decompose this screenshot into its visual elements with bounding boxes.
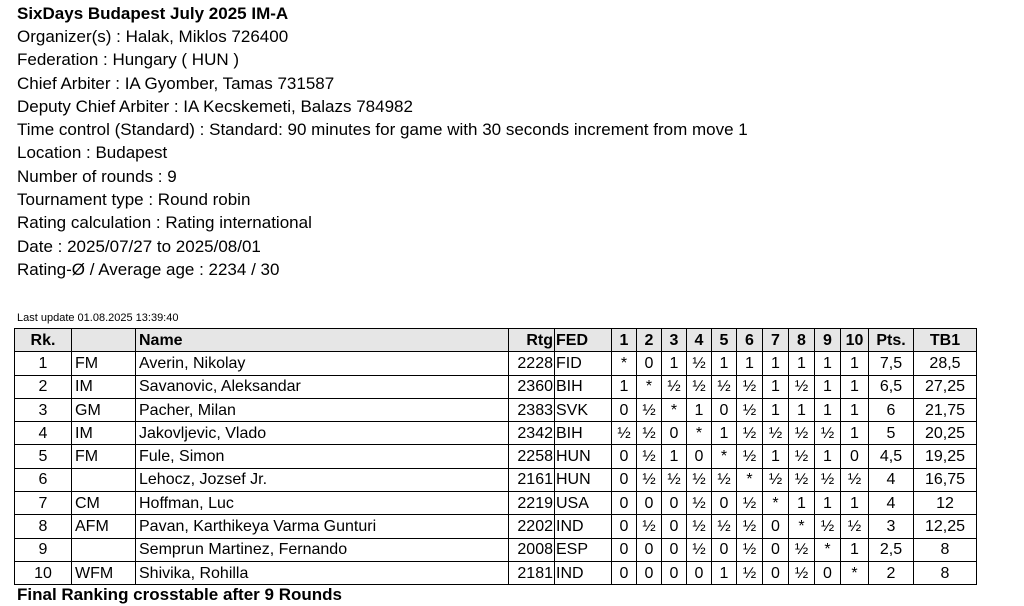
result-cell: 0 [712, 538, 737, 561]
result-cell: ½ [789, 445, 815, 468]
result-cell: ½ [712, 375, 737, 398]
result-cell: ½ [712, 468, 737, 491]
result-cell: 0 [637, 492, 662, 515]
result-cell: ½ [763, 422, 789, 445]
points-cell: 4 [869, 468, 914, 491]
result-cell: ½ [637, 445, 662, 468]
result-cell: 0 [662, 561, 687, 584]
result-cell: 1 [662, 352, 687, 375]
table-row [15, 375, 977, 398]
result-cell: ½ [712, 515, 737, 538]
result-cell: 1 [815, 375, 841, 398]
rating-cell: 2360 [509, 375, 555, 398]
rank-cell: 9 [15, 538, 72, 561]
result-cell: ½ [662, 468, 687, 491]
rating-cell: 2342 [509, 422, 555, 445]
rank-cell: 10 [15, 561, 72, 584]
player-title-cell [72, 468, 136, 491]
result-cell: ½ [737, 515, 763, 538]
player-name-cell: Semprun Martinez, Fernando [136, 538, 509, 561]
last-update: Last update 01.08.2025 13:39:40 [17, 312, 179, 324]
player-title-cell: FM [72, 445, 136, 468]
player-name-cell: Averin, Nikolay [136, 352, 509, 375]
result-cell: * [789, 515, 815, 538]
result-cell: 1 [737, 352, 763, 375]
rating-cell: 2008 [509, 538, 555, 561]
federation-line: Federation : Hungary ( HUN ) [17, 50, 240, 70]
points-cell: 2,5 [869, 538, 914, 561]
round-6-header: 6 [737, 329, 763, 352]
result-cell: 0 [841, 445, 869, 468]
result-cell: ½ [815, 515, 841, 538]
points-cell: 7,5 [869, 352, 914, 375]
result-cell: ½ [637, 468, 662, 491]
player-title-cell: WFM [72, 561, 136, 584]
title-header [72, 329, 136, 352]
result-cell: * [841, 561, 869, 584]
name-header: Name [136, 329, 509, 352]
federation-cell: IND [555, 561, 612, 584]
table-row [15, 352, 977, 375]
time-control-line: Time control (Standard) : Standard: 90 minutes for game with 30 seconds increment from move 1 [17, 120, 748, 140]
result-cell: 0 [662, 492, 687, 515]
tournament-header [17, 3, 748, 281]
rank-cell: 4 [15, 422, 72, 445]
federation-cell: HUN [555, 468, 612, 491]
date-line: Date : 2025/07/27 to 2025/08/01 [17, 236, 261, 256]
crosstable-header-row [15, 329, 977, 352]
rating-cell: 2219 [509, 492, 555, 515]
result-cell: 0 [712, 398, 737, 421]
result-cell: 0 [662, 422, 687, 445]
result-cell: 0 [637, 561, 662, 584]
result-cell: ½ [737, 492, 763, 515]
rank-cell: 8 [15, 515, 72, 538]
result-cell: 0 [612, 492, 637, 515]
result-cell: 1 [687, 398, 712, 421]
rating-cell: 2383 [509, 398, 555, 421]
federation-cell: IND [555, 515, 612, 538]
points-cell: 4,5 [869, 445, 914, 468]
tiebreak-cell: 27,25 [914, 375, 977, 398]
rank-header: Rk. [15, 329, 72, 352]
result-cell: ½ [687, 352, 712, 375]
result-cell: * [637, 375, 662, 398]
result-cell: ½ [737, 445, 763, 468]
federation-cell: SVK [555, 398, 612, 421]
tournament-type-line: Tournament type : Round robin [17, 190, 251, 210]
rank-cell: 5 [15, 445, 72, 468]
result-cell: 0 [612, 445, 637, 468]
rank-cell: 7 [15, 492, 72, 515]
result-cell: ½ [612, 422, 637, 445]
result-cell: 0 [612, 398, 637, 421]
player-title-cell: IM [72, 422, 136, 445]
result-cell: 0 [612, 515, 637, 538]
round-4-header: 4 [687, 329, 712, 352]
rounds-line: Number of rounds : 9 [17, 166, 177, 186]
round-5-header: 5 [712, 329, 737, 352]
result-cell: 1 [841, 538, 869, 561]
result-cell: * [662, 398, 687, 421]
player-name-cell: Jakovljevic, Vlado [136, 422, 509, 445]
result-cell: 1 [841, 398, 869, 421]
rank-cell: 1 [15, 352, 72, 375]
federation-header: FED [555, 329, 612, 352]
points-cell: 2 [869, 561, 914, 584]
tiebreak-cell: 21,75 [914, 398, 977, 421]
result-cell: * [712, 445, 737, 468]
final-ranking-title: Final Ranking crosstable after 9 Rounds [17, 585, 342, 604]
points-cell: 3 [869, 515, 914, 538]
organizer-line: Organizer(s) : Halak, Miklos 726400 [17, 27, 289, 46]
result-cell: ½ [737, 375, 763, 398]
result-cell: 1 [789, 398, 815, 421]
player-name-cell: Pacher, Milan [136, 398, 509, 421]
result-cell: 0 [687, 561, 712, 584]
result-cell: 0 [662, 538, 687, 561]
table-row [15, 398, 977, 421]
result-cell: 1 [612, 375, 637, 398]
result-cell: ½ [789, 422, 815, 445]
points-header: Pts. [869, 329, 914, 352]
result-cell: ½ [637, 515, 662, 538]
result-cell: 1 [815, 398, 841, 421]
result-cell: ½ [789, 375, 815, 398]
round-10-header: 10 [841, 329, 869, 352]
chief-arbiter-line: Chief Arbiter : IA Gyomber, Tamas 731587 [17, 73, 335, 93]
result-cell: 1 [841, 375, 869, 398]
result-cell: ½ [789, 538, 815, 561]
result-cell: ½ [687, 468, 712, 491]
tiebreak-cell: 16,75 [914, 468, 977, 491]
result-cell: 0 [662, 515, 687, 538]
result-cell: ½ [841, 468, 869, 491]
result-cell: 0 [763, 561, 789, 584]
result-cell: * [612, 352, 637, 375]
result-cell: 0 [815, 561, 841, 584]
table-row [15, 492, 977, 515]
rank-cell: 2 [15, 375, 72, 398]
result-cell: 0 [687, 445, 712, 468]
result-cell: 0 [712, 492, 737, 515]
result-cell: * [815, 538, 841, 561]
table-row [15, 468, 977, 491]
crosstable [14, 328, 977, 585]
rank-cell: 6 [15, 468, 72, 491]
result-cell: ½ [737, 398, 763, 421]
result-cell: 1 [789, 492, 815, 515]
round-8-header: 8 [789, 329, 815, 352]
player-title-cell: AFM [72, 515, 136, 538]
result-cell: 1 [763, 352, 789, 375]
result-cell: 1 [662, 445, 687, 468]
result-cell: ½ [737, 422, 763, 445]
tiebreak-header: TB1 [914, 329, 977, 352]
result-cell: 0 [612, 561, 637, 584]
player-title-cell: GM [72, 398, 136, 421]
tiebreak-cell: 12,25 [914, 515, 977, 538]
table-row [15, 422, 977, 445]
result-cell: ½ [763, 468, 789, 491]
table-row [15, 561, 977, 584]
rating-cell: 2161 [509, 468, 555, 491]
result-cell: 1 [841, 352, 869, 375]
player-name-cell: Fule, Simon [136, 445, 509, 468]
round-3-header: 3 [662, 329, 687, 352]
points-cell: 6 [869, 398, 914, 421]
result-cell: 1 [763, 445, 789, 468]
round-1-header: 1 [612, 329, 637, 352]
result-cell: ½ [687, 375, 712, 398]
tiebreak-cell: 12 [914, 492, 977, 515]
location-line: Location : Budapest [17, 143, 168, 163]
result-cell: 1 [815, 352, 841, 375]
rating-cell: 2202 [509, 515, 555, 538]
result-cell: 1 [841, 492, 869, 515]
tiebreak-cell: 8 [914, 561, 977, 584]
federation-cell: ESP [555, 538, 612, 561]
tiebreak-cell: 8 [914, 538, 977, 561]
tiebreak-cell: 19,25 [914, 445, 977, 468]
round-2-header: 2 [637, 329, 662, 352]
result-cell: 0 [612, 468, 637, 491]
points-cell: 5 [869, 422, 914, 445]
player-name-cell: Lehocz, Jozsef Jr. [136, 468, 509, 491]
player-title-cell: CM [72, 492, 136, 515]
result-cell: ½ [841, 515, 869, 538]
result-cell: ½ [737, 538, 763, 561]
result-cell: ½ [687, 538, 712, 561]
table-row [15, 515, 977, 538]
result-cell: ½ [789, 561, 815, 584]
result-cell: 1 [841, 422, 869, 445]
result-cell: 0 [763, 538, 789, 561]
result-cell: 1 [815, 492, 841, 515]
tiebreak-cell: 20,25 [914, 422, 977, 445]
tiebreak-cell: 28,5 [914, 352, 977, 375]
rank-cell: 3 [15, 398, 72, 421]
rating-header: Rtg [509, 329, 555, 352]
federation-cell: FID [555, 352, 612, 375]
points-cell: 4 [869, 492, 914, 515]
player-name-cell: Shivika, Rohilla [136, 561, 509, 584]
rating-cell: 2258 [509, 445, 555, 468]
result-cell: 1 [789, 352, 815, 375]
round-9-header: 9 [815, 329, 841, 352]
result-cell: 1 [763, 375, 789, 398]
player-name-cell: Savanovic, Aleksandar [136, 375, 509, 398]
result-cell: ½ [687, 492, 712, 515]
result-cell: ½ [815, 422, 841, 445]
deputy-chief-arbiter-line: Deputy Chief Arbiter : IA Kecskemeti, Balazs 784982 [17, 96, 413, 116]
rating-calculation-line: Rating calculation : Rating international [17, 213, 312, 233]
result-cell: 1 [712, 422, 737, 445]
result-cell: * [763, 492, 789, 515]
player-title-cell: FM [72, 352, 136, 375]
result-cell: * [687, 422, 712, 445]
result-cell: 0 [637, 538, 662, 561]
player-title-cell [72, 538, 136, 561]
player-name-cell: Hoffman, Luc [136, 492, 509, 515]
federation-cell: HUN [555, 445, 612, 468]
points-cell: 6,5 [869, 375, 914, 398]
federation-cell: BIH [555, 422, 612, 445]
result-cell: ½ [662, 375, 687, 398]
result-cell: 0 [612, 538, 637, 561]
result-cell: ½ [789, 468, 815, 491]
crosstable-body [15, 352, 977, 585]
result-cell: ½ [637, 422, 662, 445]
result-cell: ½ [687, 515, 712, 538]
rating-average-age-line: Rating-Ø / Average age : 2234 / 30 [17, 259, 280, 279]
table-row [15, 538, 977, 561]
result-cell: ½ [737, 561, 763, 584]
result-cell: ½ [637, 398, 662, 421]
round-7-header: 7 [763, 329, 789, 352]
federation-cell: USA [555, 492, 612, 515]
result-cell: 0 [763, 515, 789, 538]
result-cell: 1 [763, 398, 789, 421]
result-cell: 1 [712, 352, 737, 375]
player-name-cell: Pavan, Karthikeya Varma Gunturi [136, 515, 509, 538]
player-title-cell: IM [72, 375, 136, 398]
result-cell: 0 [637, 352, 662, 375]
rating-cell: 2228 [509, 352, 555, 375]
result-cell: ½ [815, 468, 841, 491]
result-cell: * [737, 468, 763, 491]
tournament-title: SixDays Budapest July 2025 IM-A [17, 4, 289, 23]
result-cell: 1 [712, 561, 737, 584]
result-cell: 1 [815, 445, 841, 468]
table-row [15, 445, 977, 468]
rating-cell: 2181 [509, 561, 555, 584]
federation-cell: BIH [555, 375, 612, 398]
